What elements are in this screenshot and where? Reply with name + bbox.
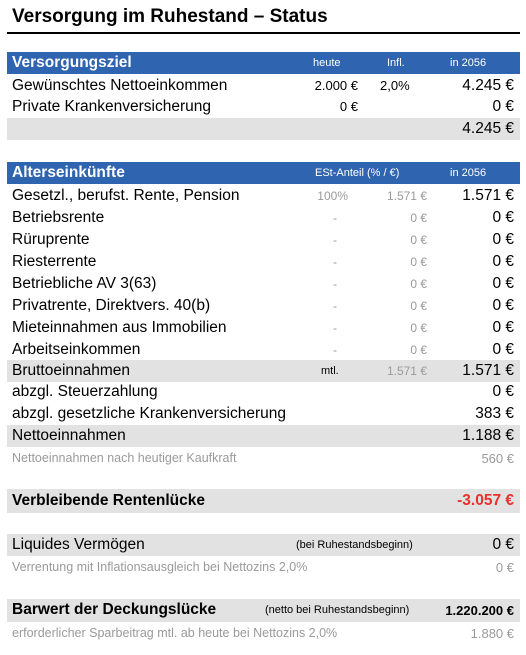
column-header-year: in 2056 <box>450 57 487 69</box>
row-label: Mieteinnahmen aus Immobilien <box>12 319 227 336</box>
row-label: Gewünschtes Nettoeinkommen <box>12 77 228 94</box>
row-value: 0 € <box>492 209 514 226</box>
row-heute-value: 0 € <box>339 99 358 114</box>
table-row <box>7 229 520 251</box>
row-est-amount: 0 € <box>410 321 427 335</box>
brutto-mtl-label: mtl. <box>321 365 339 377</box>
verrentung-label: Verrentung mit Inflationsausgleich bei Nettozins 2,0% <box>12 560 308 574</box>
row-est-percent: - <box>333 299 337 313</box>
row-inflation-value: 2,0% <box>380 78 410 93</box>
sparbeitrag-value: 1.880 € <box>470 626 514 641</box>
row-value: 0 € <box>492 275 514 292</box>
row-est-percent: - <box>333 255 337 269</box>
section-header-alterseinkuenfte <box>7 162 520 184</box>
steuer-label: abzgl. Steuerzahlung <box>12 383 158 400</box>
netto-row <box>7 425 520 447</box>
row-est-percent: 100% <box>317 189 348 203</box>
row-est-amount: 0 € <box>410 277 427 291</box>
table-row <box>7 339 520 361</box>
rentenluecke-row <box>7 489 520 513</box>
row-est-percent: - <box>333 211 337 225</box>
kv-row <box>7 403 520 425</box>
title-divider <box>7 32 520 34</box>
row-est-amount: 0 € <box>410 211 427 225</box>
table-row <box>7 317 520 339</box>
kaufkraft-value: 560 € <box>481 451 514 466</box>
verrentung-value: 0 € <box>495 560 514 575</box>
table-row <box>7 96 520 118</box>
barwert-value: 1.220.200 € <box>445 603 514 618</box>
row-est-amount: 0 € <box>410 343 427 357</box>
row-est-percent: - <box>333 343 337 357</box>
row-value: 0 € <box>492 297 514 314</box>
sparbeitrag-label: erforderlicher Sparbeitrag mtl. ab heute bei Nettozins 2,0% <box>12 626 338 640</box>
kv-label: abzgl. gesetzliche Krankenversicherung <box>12 405 286 422</box>
column-header-est: ESt-Anteil (% / €) <box>315 167 400 179</box>
netto-value: 1.188 € <box>462 427 514 444</box>
row-value: 0 € <box>492 341 514 358</box>
row-value: 0 € <box>492 98 514 115</box>
brutto-row <box>7 360 520 382</box>
row-est-percent: - <box>333 277 337 291</box>
row-est-amount: 0 € <box>410 299 427 313</box>
barwert-row <box>7 599 520 622</box>
row-est-amount: 1.571 € <box>386 189 427 203</box>
row-label: Riesterrente <box>12 253 97 270</box>
row-est-percent: - <box>333 321 337 335</box>
row-label: Arbeitseinkommen <box>12 341 141 358</box>
section-title: Versorgungsziel <box>12 54 132 71</box>
brutto-value: 1.571 € <box>462 362 514 379</box>
kv-value: 383 € <box>475 405 514 422</box>
table-row <box>7 251 520 273</box>
brutto-label: Bruttoeinnahmen <box>12 362 131 379</box>
table-row <box>7 273 520 295</box>
total-row <box>7 118 520 140</box>
rentenluecke-value: -3.057 € <box>457 492 514 509</box>
table-row <box>7 207 520 229</box>
steuer-row <box>7 381 520 403</box>
table-row <box>7 185 520 207</box>
row-label: Privatrente, Direktvers. 40(b) <box>12 297 211 314</box>
netto-label: Nettoeinnahmen <box>12 427 126 444</box>
row-label: Rüruprente <box>12 231 90 248</box>
barwert-note: (netto bei Ruhestandsbeginn) <box>265 604 410 616</box>
verrentung-row <box>7 556 520 578</box>
row-value: 0 € <box>492 253 514 270</box>
rentenluecke-label: Verbleibende Rentenlücke <box>12 492 205 509</box>
brutto-est-amount: 1.571 € <box>386 364 427 378</box>
kaufkraft-row <box>7 447 520 469</box>
sparbeitrag-row <box>7 622 520 644</box>
column-header-year: in 2056 <box>450 167 487 179</box>
row-est-amount: 0 € <box>410 233 427 247</box>
table-row <box>7 295 520 317</box>
row-value: 4.245 € <box>462 77 514 94</box>
total-value: 4.245 € <box>462 120 514 137</box>
table-row <box>7 75 520 97</box>
row-label: Gesetzl., berufst. Rente, Pension <box>12 187 240 204</box>
row-value: 0 € <box>492 319 514 336</box>
liquide-note: (bei Ruhestandsbeginn) <box>296 539 413 551</box>
row-est-percent: - <box>333 233 337 247</box>
row-label: Private Krankenversicherung <box>12 98 212 115</box>
liquide-value: 0 € <box>492 536 514 553</box>
section-title: Alterseinkünfte <box>12 164 125 181</box>
liquide-row <box>7 534 520 556</box>
column-header-inflation: Infl. <box>387 57 405 69</box>
page-title: Versorgung im Ruhestand – Status <box>12 6 328 27</box>
liquide-label: Liquides Vermögen <box>12 536 145 553</box>
section-header-versorgungsziel <box>7 52 520 74</box>
barwert-label: Barwert der Deckungslücke <box>12 601 217 618</box>
row-heute-value: 2.000 € <box>314 78 358 93</box>
row-value: 0 € <box>492 231 514 248</box>
row-est-amount: 0 € <box>410 255 427 269</box>
column-header-heute: heute <box>313 57 341 69</box>
row-value: 1.571 € <box>462 187 514 204</box>
row-label: Betriebliche AV 3(63) <box>12 275 157 292</box>
kaufkraft-label: Nettoeinnahmen nach heutiger Kaufkraft <box>12 451 237 465</box>
row-label: Betriebsrente <box>12 209 105 226</box>
steuer-value: 0 € <box>492 383 514 400</box>
